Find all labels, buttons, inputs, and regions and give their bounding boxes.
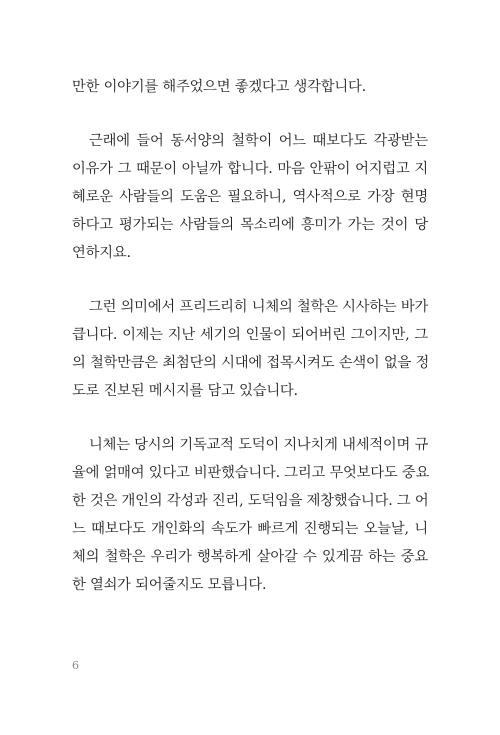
paragraph-4-line-2: 율에 얽매여 있다고 비판했습니다. 그리고 무엇보다도 중요: [72, 465, 430, 481]
paragraph-3-line-1: 그런 의미에서 프리드리히 니체의 철학은 시사하는 바가: [89, 299, 429, 315]
page-number: 6: [72, 659, 79, 672]
paragraph-2-line-2: 이유가 그 때문이 아닐까 합니다. 마음 안팎이 어지럽고 지: [72, 161, 428, 177]
paragraph-4-line-4: 느 때보다도 개인화의 속도가 빠르게 진행되는 오늘날, 니: [72, 521, 428, 537]
paragraph-4-line-3: 한 것은 개인의 각성과 진리, 도덕임을 제창했습니다. 그 어: [72, 493, 429, 509]
paragraph-2-line-3: 혜로운 사람들의 도움은 필요하니, 역사적으로 가장 현명: [72, 189, 428, 205]
paragraph-2-line-5: 연하지요.: [72, 245, 131, 261]
paragraph-1-line-1: 만한 이야기를 해주었으면 좋겠다고 생각합니다.: [72, 79, 366, 95]
paragraph-2-line-1: 근래에 들어 동서양의 철학이 어느 때보다도 각광받는: [89, 133, 428, 149]
paragraph-4-line-1: 니체는 당시의 기독교적 도덕이 지나치게 내세적이며 규: [89, 437, 429, 453]
paragraph-4-line-6: 한 열쇠가 되어줄지도 모릅니다.: [72, 577, 267, 593]
paragraph-2-line-4: 하다고 평가되는 사람들의 목소리에 흥미가 가는 것이 당: [72, 217, 428, 233]
paragraph-3-line-3: 의 철학만큼은 최첨단의 시대에 접목시켜도 손색이 없을 정: [72, 355, 430, 371]
paragraph-3-line-2: 큽니다. 이제는 지난 세기의 인물이 되어버린 그이지만, 그: [72, 327, 428, 343]
paragraph-4-line-5: 체의 철학은 우리가 행복하게 살아갈 수 있게끔 하는 중요: [72, 549, 428, 565]
paragraph-3-line-4: 도로 진보된 메시지를 담고 있습니다.: [72, 383, 298, 399]
